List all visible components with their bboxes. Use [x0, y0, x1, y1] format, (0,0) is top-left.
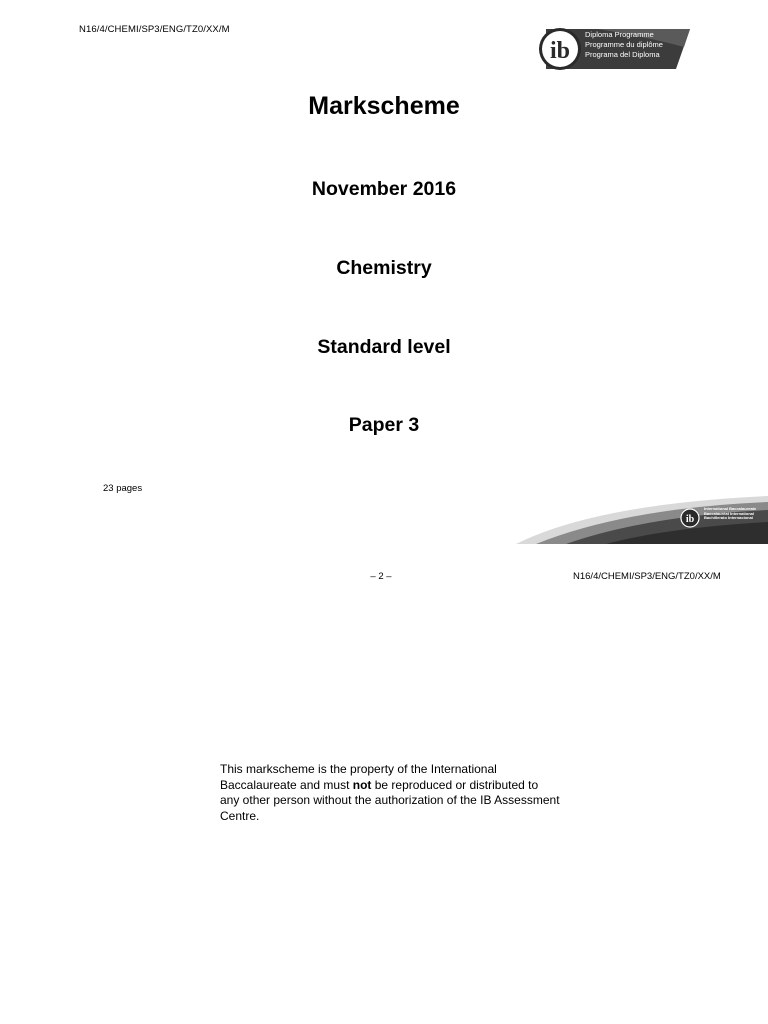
- footer-logo-text: [704, 507, 756, 521]
- notice-emphasis: not: [352, 777, 372, 792]
- subject-level: Standard level: [317, 336, 451, 358]
- logo-line: International Baccalaureate: [704, 506, 757, 511]
- notice-text: be reproduced or distributed to any other person without the authorization of the IB Assessment Centre.: [220, 777, 560, 823]
- exam-session: November 2016: [311, 178, 457, 200]
- page-separator: [0, 544, 768, 556]
- notice-text: This markscheme is the property of the International Baccalaureate and must: [220, 762, 497, 792]
- svg-text:ib: ib: [685, 514, 695, 525]
- document-title: Markscheme: [308, 92, 460, 120]
- svg-text:ib: ib: [549, 38, 571, 64]
- page-count: 23 pages: [103, 483, 143, 494]
- subject-name: Chemistry: [336, 257, 432, 279]
- page-number: – 2 –: [370, 571, 392, 582]
- ib-logo-text: [585, 30, 663, 60]
- logo-line: Bachillerato Internacional: [704, 515, 753, 520]
- document-code: N16/4/CHEMI/SP3/ENG/TZ0/XX/M: [573, 571, 721, 582]
- document-code: N16/4/CHEMI/SP3/ENG/TZ0/XX/M: [79, 24, 230, 35]
- logo-line: Baccalauréat International: [704, 510, 755, 516]
- logo-line: Programa del Diploma: [585, 50, 660, 59]
- logo-line: Diploma Programme: [585, 30, 654, 39]
- logo-line: Programme du diplôme: [585, 40, 663, 49]
- page-two: [0, 556, 768, 1024]
- copyright-notice: [220, 762, 560, 824]
- paper-number: Paper 3: [348, 414, 420, 436]
